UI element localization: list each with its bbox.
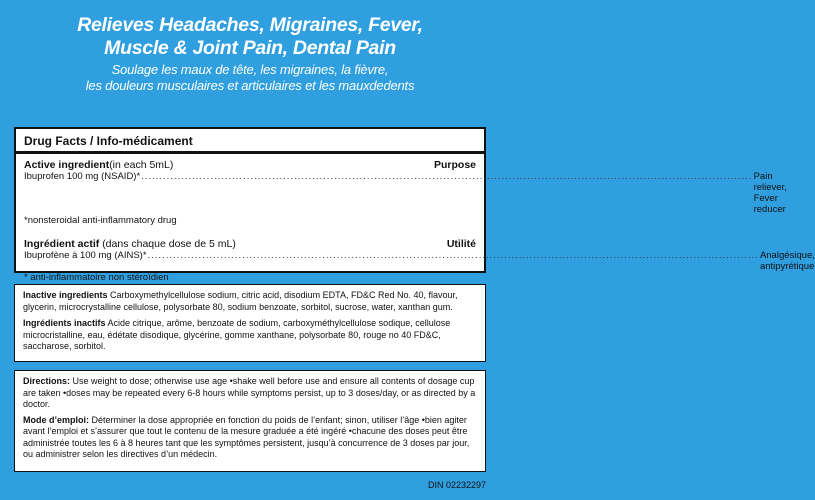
ingredient-actif-footnote: * anti-inflammatoire non stéroïdien xyxy=(24,272,169,283)
leader-dots: ........................................................................................................................................................................ xyxy=(147,250,759,261)
directions-fr xyxy=(23,415,477,461)
headline-french-line2: les douleurs musculaires et articulaires et les mauxdedents xyxy=(85,78,415,93)
utilite-value: Analgésique, antipyrétique xyxy=(759,250,815,272)
inactive-ingredients-fr xyxy=(23,318,477,353)
active-ingredient-value: Ibuprofen 100 mg (NSAID)* xyxy=(24,171,141,182)
ingredients-inactifs-text: Acide citrique, arôme, benzoate de sodium, carboxyméthylcellulose sodique, cellulose microcristalline, eau, édétate disodique, glycérine, gomme xanthane, polysorbate 80, rouge no 40 FD&C, saccharose, sorbitol. xyxy=(23,318,451,351)
inactive-ingredients-panel xyxy=(14,284,486,362)
active-ingredient-row xyxy=(24,171,787,215)
purpose-heading: Purpose xyxy=(433,159,476,171)
ingredients-inactifs-label: Ingrédients inactifs xyxy=(23,318,106,328)
directions-label: Directions: xyxy=(23,376,71,386)
active-ingredient-heading: Active ingredient(in each 5mL) xyxy=(24,159,174,171)
ingredient-actif-heading-row xyxy=(24,239,476,250)
drug-facts-title: Drug Facts / Info-médicament xyxy=(16,129,484,154)
mode-emploi-label: Mode d’emploi: xyxy=(23,414,89,425)
ingredient-actif-heading-paren: (dans chaque dose de 5 mL) xyxy=(102,238,236,250)
headline-french-line1: Soulage les maux de tête, les migraines, la fièvre, xyxy=(111,62,389,77)
headline-english-line1: Relieves Headaches, Migraines, Fever, xyxy=(77,14,423,36)
inactive-ingredients-text: Carboxymethylcellulose sodium, citric acid, disodium EDTA, FD&C Red No. 40, flavour, glycerin, microcrystalline cellulose, polysorbate 80, sodium benzoate, sorbitol, sucrose, water, xanthan gum. xyxy=(23,290,458,312)
purpose-value: Pain reliever, Fever reducer xyxy=(753,171,787,215)
ingredient-actif-heading: Ingrédient actif (dans chaque dose de 5 mL) xyxy=(24,238,236,250)
headline-english-line2: Muscle & Joint Pain, Dental Pain xyxy=(104,37,396,59)
inactive-ingredients-label: Inactive ingredients xyxy=(23,290,108,300)
active-ingredients-section xyxy=(16,154,815,283)
din-number: DIN 02232297 xyxy=(427,480,486,490)
directions-panel xyxy=(14,370,486,472)
mode-emploi-text: Déterminer la dose appropriée en fonction du poids de l’enfant; sinon, utiliser l’âge •bien agiter avant l’emploi et s’assurer que tout le contenu de la mesure graduée a été ingéré •chacune des doses peut être administrée toutes les 6 à 8 heures tant que les symptômes persistent, jusqu’à concurrence de 3 doses par jour, ou administrer selon les directives d’un médecin. xyxy=(23,414,470,459)
directions-en xyxy=(23,376,477,411)
active-ingredient-heading-paren: (in each 5mL) xyxy=(109,159,174,171)
directions-text: Use weight to dose; otherwise use age •shake well before use and ensure all contents of dosage cup are taken •doses may be repeated every 6-8 hours while symptoms persist, up to 3 doses/day, or as directed by a doctor. xyxy=(23,376,476,409)
active-ingredient-heading-row xyxy=(24,160,476,171)
drug-facts-panel xyxy=(14,127,815,283)
headline xyxy=(0,14,500,94)
utilite-heading: Utilité xyxy=(446,238,476,250)
ingredient-actif-row xyxy=(24,250,815,272)
ingredient-actif-value: Ibuprofène à 100 mg (AINS)* xyxy=(24,250,147,261)
inactive-ingredients-en xyxy=(23,290,477,313)
active-ingredient-footnote: *nonsteroidal anti-inflammatory drug xyxy=(24,215,177,226)
leader-dots: ........................................................................................................................................................................ xyxy=(141,171,753,182)
